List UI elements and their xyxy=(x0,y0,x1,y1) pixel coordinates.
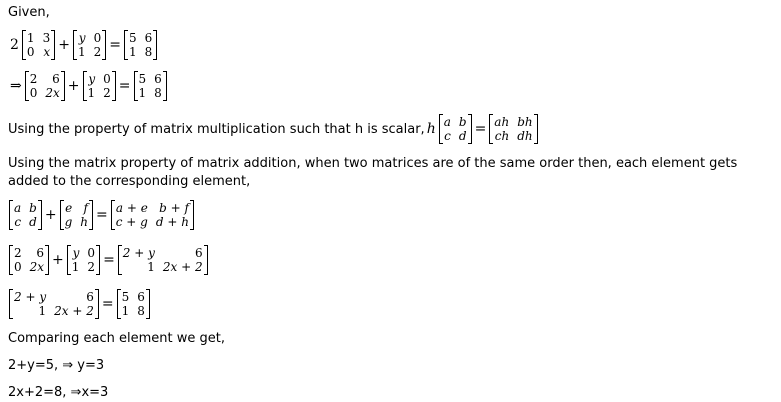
equals-sign: = xyxy=(103,252,115,268)
matrix-cell: 2 xyxy=(87,260,96,274)
matrix-cell: 5 xyxy=(128,31,137,45)
matrix-cell: 0 xyxy=(87,246,96,260)
equation-equate xyxy=(8,289,151,319)
equals-sign: = xyxy=(474,121,487,137)
matrix xyxy=(67,245,100,275)
scalar-property-line xyxy=(8,114,539,144)
matrix-cell: a xyxy=(14,201,22,215)
matrix xyxy=(118,245,208,275)
matrix-cell: 5 xyxy=(121,290,130,304)
matrix-cell: 6 xyxy=(154,72,162,86)
matrix-cell: 0 xyxy=(14,260,22,274)
matrix-cell: c xyxy=(444,129,451,143)
matrix-cell: e xyxy=(65,201,73,215)
matrix-cell: g xyxy=(64,215,73,229)
equation-given xyxy=(8,30,158,60)
matrix-cell: y xyxy=(72,246,80,260)
matrix-cell: c + g xyxy=(115,215,148,229)
matrix-cell: 1 xyxy=(138,86,147,100)
matrix-cell: 0 xyxy=(103,72,111,86)
matrix xyxy=(111,200,194,230)
matrix-cell: b xyxy=(458,115,467,129)
matrix-cell: 2 xyxy=(103,86,111,100)
scalar-h: h xyxy=(426,121,436,137)
matrix xyxy=(25,71,65,101)
matrix xyxy=(9,245,49,275)
scalar-coefficient: 2 xyxy=(10,37,19,53)
matrix-cell: 6 xyxy=(86,290,94,304)
implies-arrow: ⇒ xyxy=(10,78,22,94)
matrix-cell: 1 xyxy=(77,45,86,59)
matrix-cell: ch xyxy=(494,129,510,143)
matrix-cell: b xyxy=(29,201,37,215)
equation-specific-addition xyxy=(8,245,209,275)
matrix-cell: 1 xyxy=(71,260,80,274)
equals-sign: = xyxy=(96,207,108,223)
matrix-cell: 2 xyxy=(29,72,38,86)
matrix-cell: c xyxy=(14,215,22,229)
matrix-cell: 1 xyxy=(121,304,130,318)
matrix-cell: 1 xyxy=(87,86,96,100)
matrix-cell: 2x xyxy=(29,260,45,274)
matrix-cell: 6 xyxy=(144,31,153,45)
matrix-cell: 6 xyxy=(36,246,45,260)
matrix xyxy=(73,30,106,60)
equals-sign: = xyxy=(118,78,131,94)
matrix-cell: b + f xyxy=(159,201,189,215)
equation-general-addition xyxy=(8,200,195,230)
matrix-cell: d + h xyxy=(155,215,189,229)
matrix-cell: 2 + y xyxy=(14,290,47,304)
matrix-cell: y xyxy=(88,72,96,86)
matrix-cell: bh xyxy=(517,115,533,129)
matrix-cell: h xyxy=(80,215,88,229)
matrix xyxy=(60,200,93,230)
matrix xyxy=(439,114,472,144)
result-x: 2x+2=8, ⇒x=3 xyxy=(8,385,109,400)
matrix xyxy=(134,71,167,101)
matrix xyxy=(489,114,537,144)
matrix-cell: 1 xyxy=(128,45,137,59)
matrix-cell: 2x + 2 xyxy=(54,304,94,318)
matrix-cell: 6 xyxy=(52,72,60,86)
matrix-cell: a + e xyxy=(115,201,148,215)
matrix-cell: ah xyxy=(494,115,510,129)
matrix-cell: 1 xyxy=(38,304,47,318)
matrix-cell: 0 xyxy=(29,86,38,100)
matrix xyxy=(83,71,116,101)
matrix-cell: 5 xyxy=(138,72,147,86)
matrix-cell: 8 xyxy=(137,304,145,318)
matrix xyxy=(9,289,99,319)
matrix-cell: 6 xyxy=(195,246,203,260)
matrix xyxy=(9,200,42,230)
matrix xyxy=(124,30,157,60)
equation-step xyxy=(8,71,168,101)
matrix-cell: dh xyxy=(517,129,533,143)
matrix-cell: 6 xyxy=(137,290,145,304)
matrix-cell: 2x + 2 xyxy=(162,260,203,274)
plus-sign: + xyxy=(58,37,70,53)
equals-sign: = xyxy=(109,37,121,53)
matrix-cell: 2 xyxy=(93,45,102,59)
matrix-cell: x xyxy=(43,45,51,59)
matrix-cell: y xyxy=(78,31,86,45)
matrix-cell: 2 + y xyxy=(122,246,155,260)
plus-sign: + xyxy=(44,207,57,223)
comparing-text: Comparing each element we get, xyxy=(8,331,225,346)
matrix xyxy=(22,30,55,60)
matrix-cell: 2 xyxy=(14,246,22,260)
addition-property-text: Using the matrix property of matrix addition, when two matrices are of the same order then, each element gets added to the corresponding element, xyxy=(8,156,738,189)
matrix-cell: 0 xyxy=(93,31,102,45)
matrix-cell: 3 xyxy=(42,31,51,45)
matrix-cell: 1 xyxy=(147,260,155,274)
matrix-cell: 8 xyxy=(154,86,162,100)
matrix xyxy=(117,289,150,319)
matrix-cell: a xyxy=(443,115,451,129)
plus-sign: + xyxy=(52,252,64,268)
matrix-cell: 8 xyxy=(144,45,153,59)
result-y: 2+y=5, ⇒ y=3 xyxy=(8,358,105,373)
matrix-cell: f xyxy=(83,201,88,215)
matrix-cell: 1 xyxy=(26,31,35,45)
scalar-property-text: Using the property of matrix multiplication such that h is scalar, xyxy=(8,121,425,137)
matrix-cell: d xyxy=(29,215,37,229)
intro-text: Given, xyxy=(8,5,50,20)
matrix-cell: d xyxy=(458,129,467,143)
matrix-cell: 0 xyxy=(26,45,35,59)
plus-sign: + xyxy=(67,78,80,94)
equals-sign: = xyxy=(101,296,114,312)
matrix-cell: 2x xyxy=(45,86,60,100)
